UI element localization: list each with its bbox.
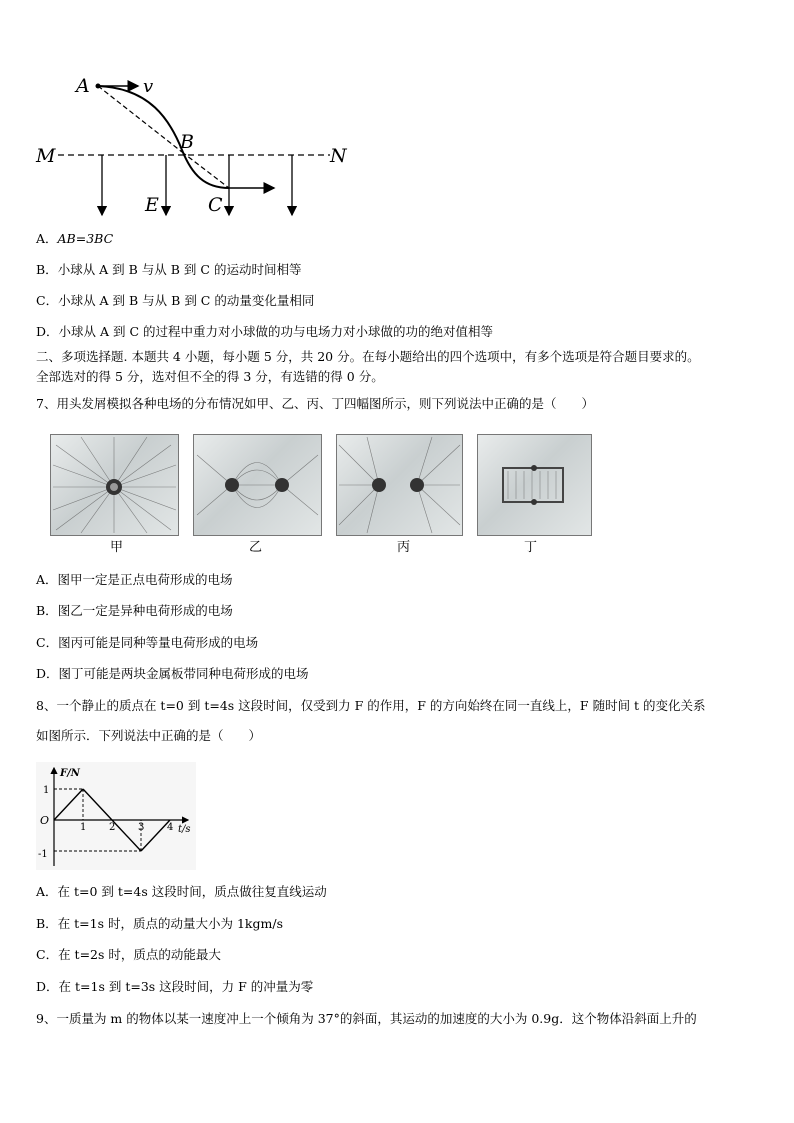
label-m: M bbox=[36, 145, 56, 167]
label-n: N bbox=[330, 145, 347, 167]
x-axis-label: t/s bbox=[178, 824, 191, 835]
q7-stem: 7、用头发屑模拟各种电场的分布情况如甲、乙、丙、丁四幅图所示，则下列说法中正确的是（ ） bbox=[36, 396, 594, 411]
series-segment bbox=[112, 820, 141, 851]
photo-label-jia: 甲 bbox=[110, 540, 124, 555]
y-axis-label: F/N bbox=[60, 768, 80, 779]
section2-line1: 二、多项选择题. 本题共 4 小题，每小题 5 分，共 20 分。在每小题给出的四个选项中，有多个选项是符合题目要求的。 bbox=[36, 349, 700, 364]
photo-yi bbox=[193, 434, 322, 536]
q8-stem-line1: 8、一个静止的质点在 t=0 到 t=4s 这段时间，仅受到力 F 的作用，F 的方向始终在同一直线上，F 随时间 t 的变化关系 bbox=[36, 698, 706, 713]
x-tick-label: 3 bbox=[138, 822, 145, 833]
q6-option-b: B．小球从 A 到 B 与从 B 到 C 的运动时间相等 bbox=[36, 262, 302, 277]
q6-option-c: C．小球从 A 到 B 与从 B 到 C 的动量变化量相同 bbox=[36, 293, 315, 308]
label-c: C bbox=[208, 194, 223, 216]
series-segment bbox=[141, 820, 170, 851]
q8-option-a: A．在 t=0 到 t=4s 这段时间，质点做往复直线运动 bbox=[36, 884, 327, 899]
series-segment bbox=[83, 789, 112, 820]
label-b: B bbox=[180, 131, 194, 153]
q8-stem-line2: 如图所示．下列说法中正确的是（ ） bbox=[36, 728, 262, 743]
label-e: E bbox=[145, 194, 159, 216]
q7-option-d: D．图丁可能是两块金属板带同种电荷形成的电场 bbox=[36, 666, 309, 681]
x-tick-label: 4 bbox=[167, 822, 174, 833]
series-segment bbox=[54, 789, 83, 820]
q6-option-d: D．小球从 A 到 C 的过程中重力对小球做的功与电场力对小球做的功的绝对值相等 bbox=[36, 324, 494, 339]
photo-label-ding: 丁 bbox=[524, 540, 538, 555]
photo-jia bbox=[50, 434, 179, 536]
photo-label-bing: 丙 bbox=[397, 540, 411, 555]
label-a: A bbox=[76, 75, 90, 97]
trajectory-figure bbox=[30, 70, 360, 225]
q8-option-b: B．在 t=1s 时，质点的动量大小为 1kgm/s bbox=[36, 916, 283, 931]
origin-label: O bbox=[40, 814, 50, 827]
q8-option-c: C．在 t=2s 时，质点的动能最大 bbox=[36, 947, 221, 962]
photo-ding bbox=[477, 434, 592, 536]
force-time-graph bbox=[36, 762, 196, 870]
photo-bing bbox=[336, 434, 463, 536]
q7-option-c: C．图丙可能是同种等量电荷形成的电场 bbox=[36, 635, 259, 650]
q9-stem: 9、一质量为 m 的物体以某一速度冲上一个倾角为 37°的斜面，其运动的加速度的大小为 0.9g．这个物体沿斜面上升的 bbox=[36, 1011, 697, 1026]
point-a-dot bbox=[96, 84, 101, 89]
q7-option-a: A．图甲一定是正点电荷形成的电场 bbox=[36, 572, 233, 587]
x-tick-label: 2 bbox=[109, 822, 116, 833]
q8-option-d: D．在 t=1s 到 t=3s 这段时间，力 F 的冲量为零 bbox=[36, 979, 314, 994]
q7-option-b: B．图乙一定是异种电荷形成的电场 bbox=[36, 603, 233, 618]
photo-label-yi: 乙 bbox=[249, 540, 263, 555]
section2-line2: 全部选对的得 5 分，选对但不全的得 3 分，有选错的得 0 分。 bbox=[36, 369, 384, 384]
y-tick-pos: 1 bbox=[43, 785, 50, 796]
y-tick-neg: -1 bbox=[38, 849, 48, 860]
label-v: v bbox=[143, 76, 154, 97]
x-tick-label: 1 bbox=[80, 822, 87, 833]
q6-option-a: A．AB=3BC bbox=[36, 231, 114, 246]
